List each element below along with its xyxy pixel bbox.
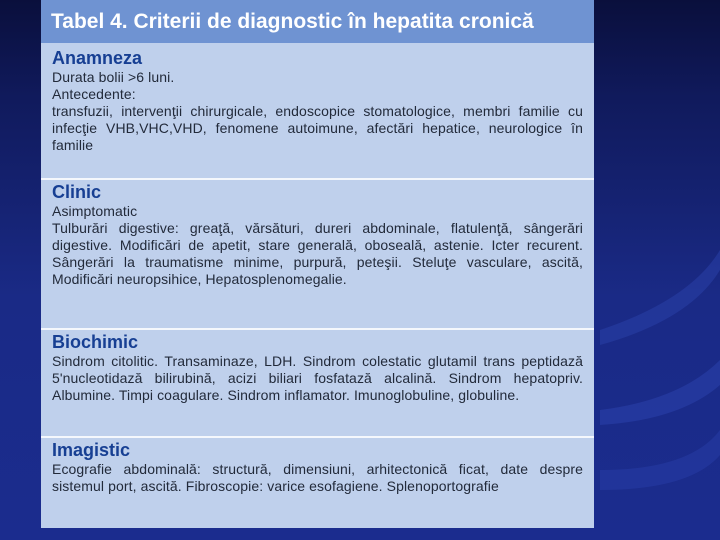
section-body-anamneza <box>52 69 583 154</box>
section-clinic <box>41 178 594 328</box>
anamneza-line-antecedents-list: transfuzii, intervenţii chirurgicale, endoscopice stomatologice, membri familie cu infecţie VHB,VHC,VHD, fenomene autoimune, afectări hepatice, neurologice în familie <box>52 103 583 153</box>
section-body-biochimic <box>52 353 583 404</box>
imagistic-line-methods: Ecografie abdominală: structură, dimensiuni, arhitectonică ficat, date despre sistemul port, ascită. Fibroscopie: varice esofagiene. Splenoportografie <box>52 461 583 494</box>
section-heading-imagistic: Imagistic <box>52 440 131 460</box>
section-body-imagistic <box>52 461 583 495</box>
diagnostic-criteria-table <box>41 0 594 528</box>
anamneza-line-duration: Durata bolii >6 luni. <box>52 69 175 85</box>
clinic-line-symptoms: Tulburări digestive: greaţă, vărsături, dureri abdominale, flatulenţă, sângerări digestive. Modificări de apetit, stare generală, oboseală, astenie. Icter recurent. Sângerări la traumatisme minime, purpură, peteşii. Steluţe vasculare, ascită, Modificări neuropsihice, Hepatosplenomegalie. <box>52 220 583 287</box>
section-anamneza <box>41 43 594 178</box>
section-body-clinic <box>52 203 583 288</box>
section-biochimic <box>41 328 594 436</box>
clinic-line-asymptomatic: Asimptomatic <box>52 203 138 219</box>
section-heading-anamneza: Anamneza <box>52 48 143 68</box>
anamneza-line-antecedents-label: Antecedente: <box>52 86 136 102</box>
section-heading-clinic: Clinic <box>52 182 102 202</box>
biochimic-line-markers: Sindrom citolitic. Transaminaze, LDH. Sindrom colestatic glutamil trans peptidază 5'nucleotidază bilirubină, acizi biliari fosfatază alcalină. Sindrom hepatopriv. Albumine. Timpi coagulare. Sindrom inflamator. Imunoglobuline, globuline. <box>52 353 583 403</box>
table-title: Tabel 4. Criterii de diagnostic în hepatita cronică <box>41 0 594 43</box>
section-heading-biochimic: Biochimic <box>52 332 139 352</box>
section-imagistic <box>41 436 594 528</box>
